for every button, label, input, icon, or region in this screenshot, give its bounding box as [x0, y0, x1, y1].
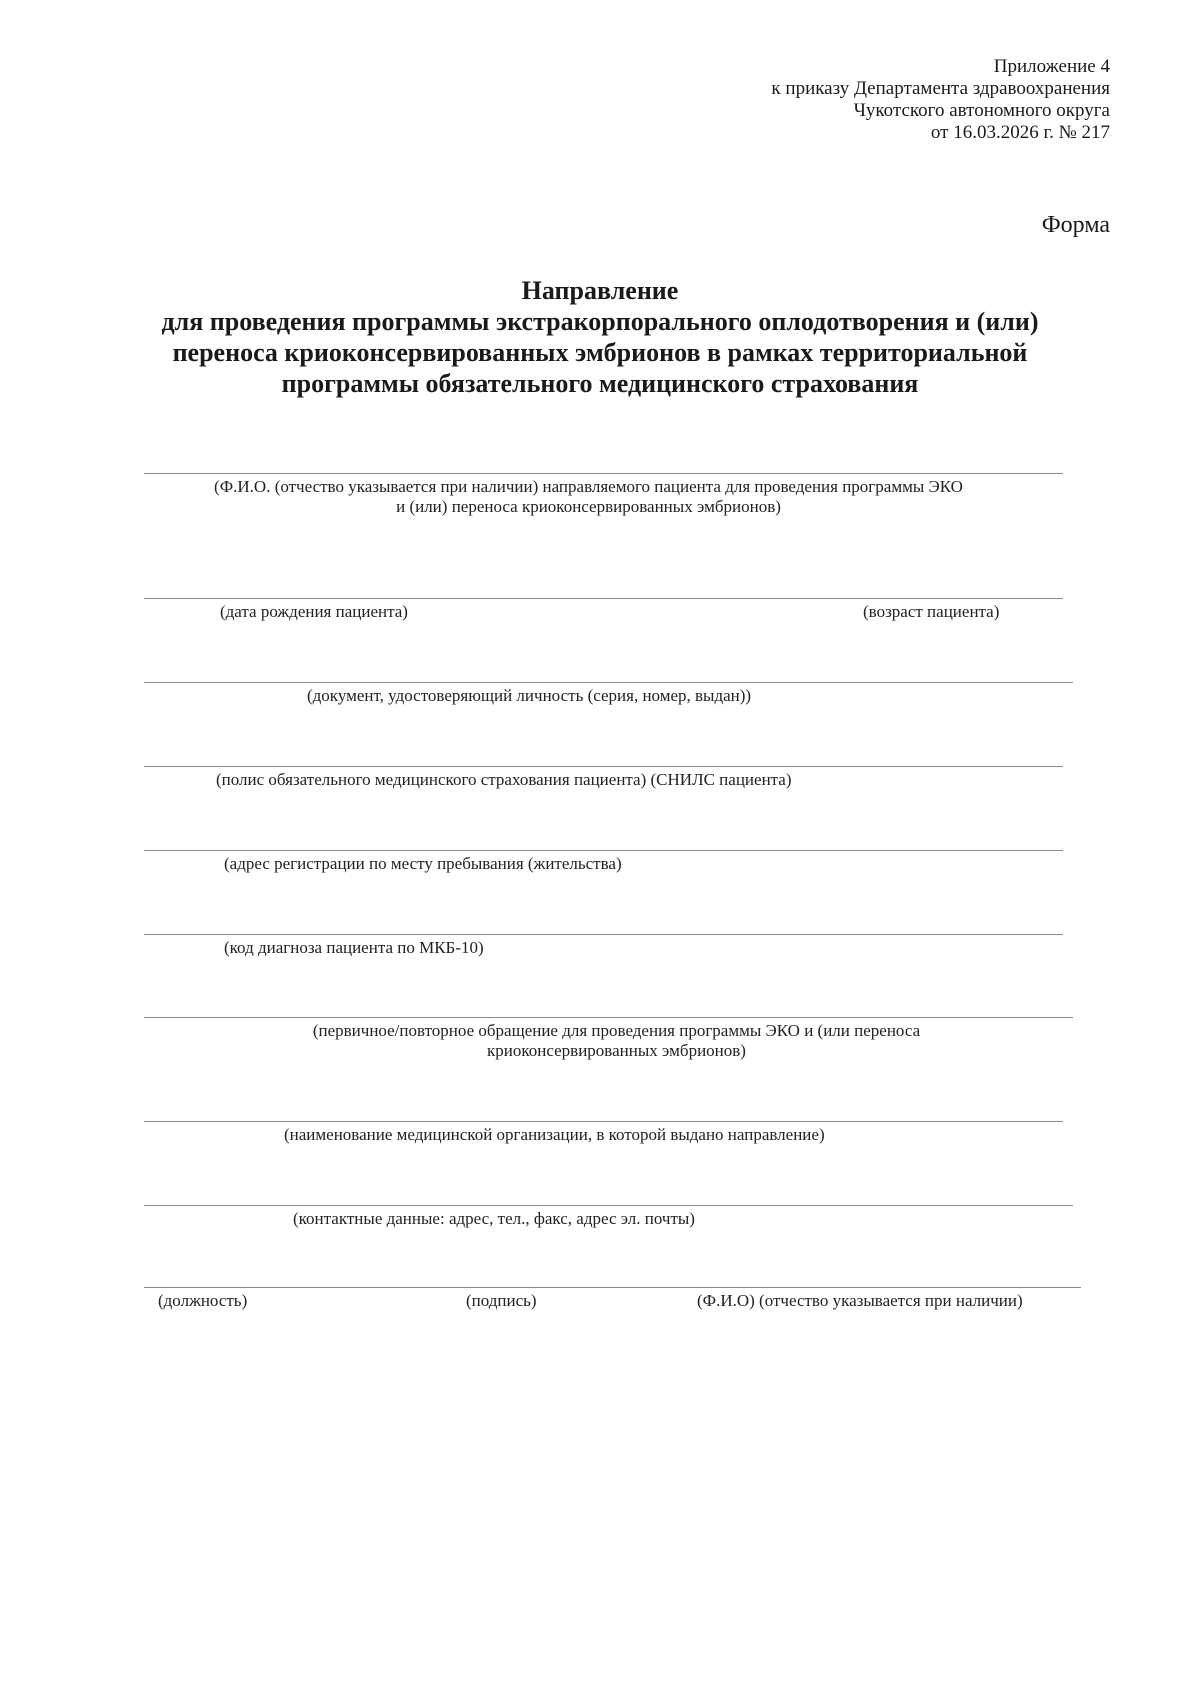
signature-caption: (подпись) — [466, 1291, 537, 1310]
identity-document-caption: (документ, удостоверяющий личность (серия, номер, выдан)) — [307, 686, 752, 705]
contacts-field[interactable] — [144, 1205, 1073, 1206]
birth-date-age-field[interactable] — [144, 598, 1063, 599]
contacts-caption: (контактные данные: адрес, тел., факс, адрес эл. почты) — [293, 1209, 695, 1228]
appendix-header — [771, 56, 1110, 144]
title-line-4: программы обязательного медицинского страхования — [281, 369, 919, 398]
birth-date-caption: (дата рождения пациента) — [220, 602, 408, 621]
diagnosis-code-caption: (код диагноза пациента по МКБ-10) — [224, 938, 484, 957]
appendix-number: Приложение 4 — [993, 56, 1110, 77]
document-title — [0, 275, 1200, 399]
identity-document-field[interactable] — [144, 682, 1073, 683]
patient-name-caption: (Ф.И.О. (отчество указывается при наличии) направляемого пациента для проведения программы ЭКО и (или) переноса криоконсервированных эмбрионов) — [214, 477, 963, 516]
title-line-2: для проведения программы экстракорпорального оплодотворения и (или) — [161, 307, 1039, 336]
organization-caption: (наименование медицинской организации, в которой выдано направление) — [284, 1125, 825, 1144]
signature-row-field[interactable] — [144, 1287, 1081, 1288]
order-region: Чукотского автономного округа — [853, 100, 1110, 121]
visit-type-field[interactable] — [144, 1017, 1073, 1018]
position-caption: (должность) — [158, 1291, 248, 1310]
visit-type-caption: (первичное/повторное обращение для проведения программы ЭКО и (или переноса криоконсервированных эмбрионов) — [312, 1021, 921, 1060]
signer-name-caption: (Ф.И.О) (отчество указывается при наличии) — [697, 1291, 1023, 1310]
diagnosis-code-field[interactable] — [144, 934, 1063, 935]
address-field[interactable] — [144, 850, 1063, 851]
title-line-1: Направление — [521, 276, 679, 305]
form-label: Форма — [1041, 212, 1110, 238]
patient-name-field[interactable] — [144, 473, 1063, 474]
order-date-number: от 16.03.2026 г. № 217 — [930, 122, 1110, 143]
address-caption: (адрес регистрации по месту пребывания (жительства) — [224, 854, 622, 873]
age-caption: (возраст пациента) — [863, 602, 1000, 621]
policy-snils-caption: (полис обязательного медицинского страхования пациента) (СНИЛС пациента) — [216, 770, 792, 789]
order-reference: к приказу Департамента здравоохранения — [771, 78, 1110, 99]
policy-snils-field[interactable] — [144, 766, 1063, 767]
title-line-3: переноса криоконсервированных эмбрионов в рамках территориальной — [172, 338, 1028, 367]
organization-field[interactable] — [144, 1121, 1063, 1122]
